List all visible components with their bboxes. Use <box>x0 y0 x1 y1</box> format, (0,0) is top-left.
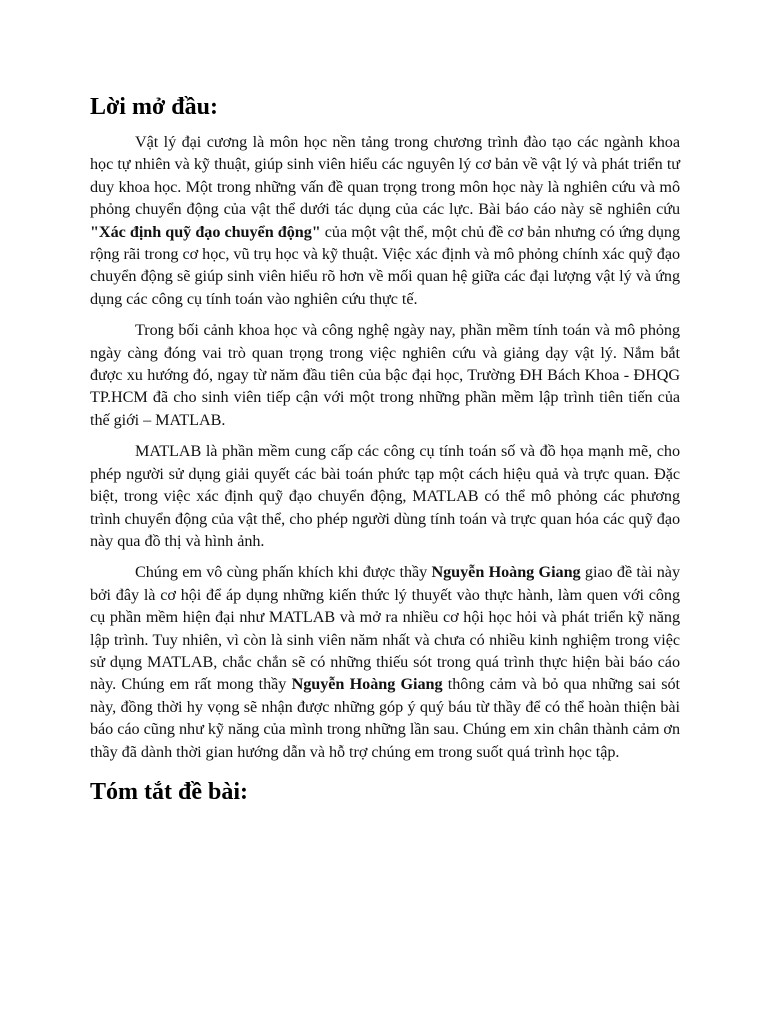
paragraph-4 <box>90 561 680 763</box>
document-content <box>90 92 680 816</box>
paragraph-4-text-a: Chúng em vô cùng phấn khích khi được thầy <box>135 563 432 582</box>
paragraph-1-text-a: Vật lý đại cương là môn học nền tảng trong chương trình đào tạo các ngành khoa học tự nhiên và kỹ thuật, giúp sinh viên hiểu các nguyên lý cơ bản về vật lý và phát triển tư duy khoa học. Một trong những vấn đề quan trọng trong môn học này là nghiên cứu và mô phỏng chuyển động của vật thể dưới tác dụng của các lực. Bài báo cáo này sẽ nghiên cứu <box>90 133 680 219</box>
paragraph-4-teacher-name-1: Nguyễn Hoàng Giang <box>431 563 581 582</box>
paragraph-4-text-b: giao đề tài này bởi đây là cơ hội để áp dụng những kiến thức lý thuyết vào thực hành, làm quen với công cụ phần mềm hiện đại như MATLAB và mở ra nhiều cơ hội học hỏi và phát triển kỹ năng lập trình. Tuy nhiên, vì còn là sinh viên năm nhất và chưa có nhiều kinh nghiệm trong việc sử dụng MATLAB, chắc chắn sẽ có những thiếu sót trong quá trình thực hiện bài báo cáo này. Chúng em rất mong thầy <box>90 563 680 694</box>
paragraph-1-bold-topic: "Xác định quỹ đạo chuyển động" <box>90 222 321 241</box>
heading-intro: Lời mở đầu: <box>90 94 218 120</box>
paragraph-1 <box>90 131 680 310</box>
heading-summary: Tóm tắt đề bài: <box>90 778 248 805</box>
paragraph-4-text-c: thông cảm và bỏ qua những sai sót này, đồng thời hy vọng sẽ nhận được những góp ý quý báu từ thầy để có thể hoàn thiện bài báo cáo cũng như kỹ năng của mình trong những lần sau. Chúng em xin chân thành cảm ơn thầy đã dành thời gian hướng dẫn và hỗ trợ chúng em trong suốt quá trình học tập. <box>90 675 681 761</box>
paragraph-3: MATLAB là phần mềm cung cấp các công cụ tính toán số và đồ họa mạnh mẽ, cho phép người sử dụng giải quyết các bài toán phức tạp một cách hiệu quả và trực quan. Đặc biệt, trong việc xác định quỹ đạo chuyển động, MATLAB có thể mô phỏng các phương trình chuyển động của vật thể, cho phép người dùng tính toán và trực quan hóa các quỹ đạo này qua đồ thị và hình ảnh. <box>90 442 680 550</box>
paragraph-4-teacher-name-2: Nguyễn Hoàng Giang <box>291 675 443 694</box>
paragraph-1-text-b: của một vật thể, một chủ đề cơ bản nhưng có ứng dụng rộng rãi trong cơ học, vũ trụ học và kỹ thuật. Việc xác định và mô phỏng chính xác quỹ đạo chuyển động sẽ giúp sinh viên hiểu rõ hơn về mối quan hệ giữa các đại lượng vật lý và ứng dụng các công cụ tính toán vào nghiên cứu thực tế. <box>90 222 681 308</box>
paragraph-2: Trong bối cảnh khoa học và công nghệ ngày nay, phần mềm tính toán và mô phỏng ngày càng đóng vai trò quan trọng trong việc nghiên cứu và giảng dạy vật lý. Nắm bắt được xu hướng đó, ngay từ năm đầu tiên của bậc đại học, Trường ĐH Bách Khoa - ĐHQG TP.HCM đã cho sinh viên tiếp cận với một trong những phần mềm lập trình tiên tiến của thế giới – MATLAB. <box>90 321 680 429</box>
